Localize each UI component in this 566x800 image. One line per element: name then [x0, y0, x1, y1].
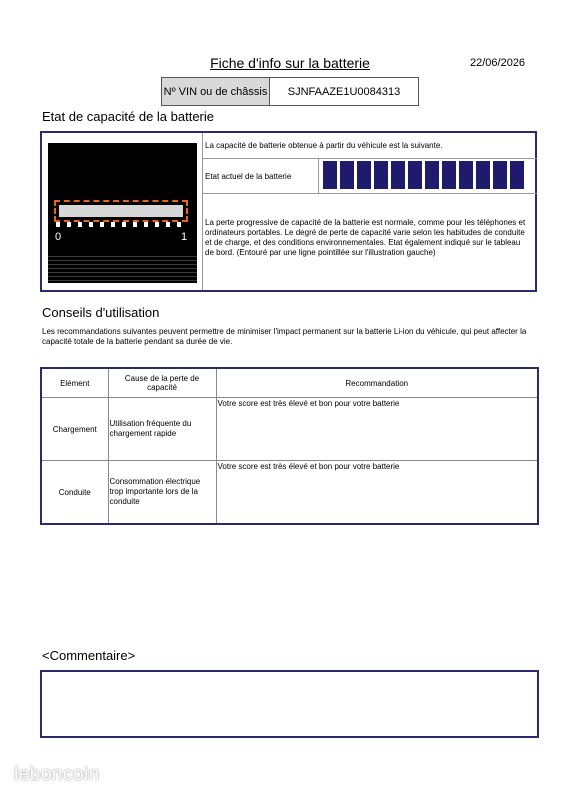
capacity-explanation: La perte progressive de capacité de la batterie est normale, comme pour les téléphones et ordinateurs portables. Le degré de perte de capacité varie selon les habitudes de conduite et de charge, et des conditions environnementales. Etat également indiqué sur le tableau de bord. (Entouré par une ligne pointillée sur l'illustration gauche): [205, 218, 526, 257]
capacity-panel: [40, 131, 537, 292]
row-recommendation: Votre score est très élevé et bon pour votre batterie: [216, 398, 538, 461]
header-cause: Cause de la perte de capacité: [108, 368, 216, 398]
row-cause: Consommation électrique trop importante lors de la conduite: [108, 461, 216, 525]
recommendation-table: [40, 367, 539, 525]
report-date: 22/06/2026: [470, 57, 526, 69]
capacity-segment: [357, 161, 371, 189]
capacity-segment: [476, 161, 490, 189]
vin-box: [161, 77, 419, 106]
capacity-intro-text: La capacité de batterie obtenue à partir du véhicule est la suivante.: [203, 133, 537, 159]
page-title: Fiche d'info sur la batterie: [210, 55, 370, 71]
capacity-segment: [391, 161, 405, 189]
capacity-segment: [323, 161, 337, 189]
row-element: Chargement: [41, 398, 108, 461]
vin-label: Nº VIN ou de châssis: [162, 78, 270, 105]
table-header-row: [41, 368, 538, 398]
header-element: Elément: [41, 368, 108, 398]
advice-section-title: Conseils d'utilisation: [42, 305, 160, 320]
capacity-section-title: Etat de capacité de la batterie: [42, 109, 215, 124]
row-recommendation: Votre score est très élevé et bon pour votre batterie: [216, 461, 538, 525]
capacity-segment: [340, 161, 354, 189]
current-state-row: [203, 159, 537, 194]
gauge-min-label: 0: [55, 231, 62, 243]
comment-title: <Commentaire>: [42, 648, 136, 663]
capacity-segment: [408, 161, 422, 189]
table-row: [41, 398, 538, 461]
capacity-segment: [442, 161, 456, 189]
comment-box: [40, 670, 539, 738]
row-element: Conduite: [41, 461, 108, 525]
dashboard-illustration: [42, 133, 203, 290]
capacity-segment: [459, 161, 473, 189]
screen-scanlines: [48, 253, 197, 283]
capacity-gauge-bar: [59, 205, 183, 217]
vin-value: SJNFAAZE1U0084313: [287, 85, 401, 98]
advice-intro: Les recommandations suivantes peuvent permettre de minimiser l'impact permanent sur la batterie Li-ion du véhicule, qui peut affecter la capacité totale de la batterie pendant sa durée de vie.: [42, 327, 527, 346]
capacity-segment: [425, 161, 439, 189]
capacity-segment: [510, 161, 524, 189]
table-row: [41, 461, 538, 525]
dashboard-screen: [48, 143, 197, 283]
capacity-bars: [318, 159, 537, 193]
gauge-ticks: [56, 222, 188, 228]
capacity-info: [203, 133, 537, 290]
header-recommendation: Recommandation: [216, 368, 538, 398]
current-state-label: Etat actuel de la batterie: [205, 172, 292, 181]
gauge-max-label: 1: [181, 231, 188, 243]
row-cause: Utilisation fréquente du chargement rapide: [108, 398, 216, 461]
watermark-logo: leboncoin: [14, 764, 100, 785]
capacity-segment: [374, 161, 388, 189]
capacity-segment: [493, 161, 507, 189]
